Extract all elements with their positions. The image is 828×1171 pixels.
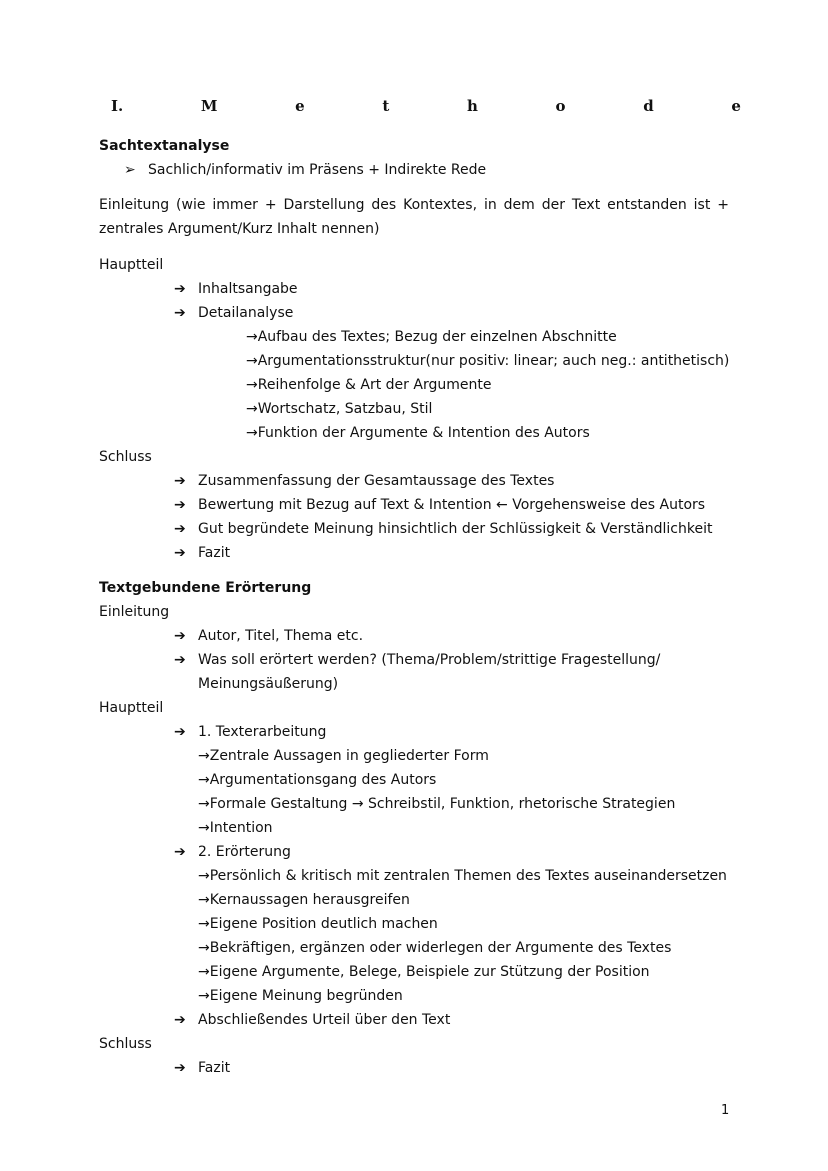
sub-item: →Wortschatz, Satzbau, Stil (246, 401, 433, 417)
section-heading-eroerterung: Textgebundene Erörterung (99, 580, 312, 596)
list-item-continuation: Meinungsäußerung) (198, 676, 339, 692)
list-item: Autor, Titel, Thema etc. (198, 628, 364, 644)
label-schluss: Schluss (99, 449, 152, 465)
sub-item: →Reihenfolge & Art der Argumente (246, 377, 492, 393)
title-letter: e (295, 97, 305, 115)
page-title (111, 96, 741, 116)
arrow-icon: ➔ (174, 724, 186, 740)
sub-item: →Eigene Position deutlich machen (198, 916, 438, 932)
list-item: 1. Texterarbeitung (198, 724, 327, 740)
list-item: Bewertung mit Bezug auf Text & Intention ← Vorgehensweise des Autors (198, 497, 706, 513)
label-schluss: Schluss (99, 1036, 152, 1052)
sub-item: →Argumentationsstruktur(nur positiv: linear; auch neg.: antithetisch) (246, 353, 730, 369)
list-item: Inhaltsangabe (198, 281, 298, 297)
sub-item: →Zentrale Aussagen in gegliederter Form (198, 748, 489, 764)
arrow-icon: ➔ (174, 1060, 186, 1076)
title-letter: e (731, 97, 741, 115)
arrow-icon: ➔ (174, 1012, 186, 1028)
title-letter: I. (111, 97, 124, 115)
sub-item: →Persönlich & kritisch mit zentralen Themen des Textes auseinandersetzen (198, 868, 727, 884)
arrow-icon: ➔ (174, 497, 186, 513)
title-letter: h (466, 97, 478, 115)
sub-item: →Argumentationsgang des Autors (198, 772, 437, 788)
arrow-icon: ➔ (174, 628, 186, 644)
title-letter: M (200, 97, 218, 115)
list-item: Fazit (198, 1060, 231, 1076)
list-item: Was soll erörtert werden? (Thema/Problem/strittige Fragestellung/ (198, 652, 661, 668)
intro-paragraph: Einleitung (wie immer + Darstellung des Kontextes, in dem der Text entstanden ist + zentrales Argument/Kurz Inhalt nennen) (99, 197, 729, 237)
list-item: Fazit (198, 545, 231, 561)
arrow-icon: ➔ (174, 305, 186, 321)
arrow-icon: ➔ (174, 844, 186, 860)
title-letter: t (382, 97, 390, 115)
list-item: Gut begründete Meinung hinsichtlich der Schlüssigkeit & Verständlichkeit (198, 521, 713, 537)
sub-item: →Bekräftigen, ergänzen oder widerlegen der Argumente des Textes (198, 940, 672, 956)
arrow-icon: ➔ (174, 473, 186, 489)
label-hauptteil: Hauptteil (99, 700, 164, 716)
bullet-text: Sachlich/informativ im Präsens + Indirekte Rede (148, 162, 487, 178)
sub-item: →Aufbau des Textes; Bezug der einzelnen Abschnitte (246, 329, 617, 345)
sub-item: →Formale Gestaltung → Schreibstil, Funktion, rhetorische Strategien (198, 796, 676, 812)
sub-item: →Kernaussagen herausgreifen (198, 892, 410, 908)
sub-item: →Intention (198, 820, 273, 836)
list-item: Zusammenfassung der Gesamtaussage des Textes (198, 473, 555, 489)
bullet-marker: ➢ (124, 162, 136, 178)
list-item: Abschließendes Urteil über den Text (198, 1012, 451, 1028)
list-item: Detailanalyse (198, 305, 294, 321)
sub-item: →Funktion der Argumente & Intention des Autors (246, 425, 590, 441)
section-heading-sachtextanalyse: Sachtextanalyse (99, 138, 230, 154)
label-hauptteil: Hauptteil (99, 257, 164, 273)
title-letter: d (643, 97, 654, 115)
arrow-icon: ➔ (174, 545, 186, 561)
sub-item: →Eigene Argumente, Belege, Beispiele zur Stützung der Position (198, 964, 650, 980)
page-number: 1 (721, 1103, 730, 1118)
label-einleitung: Einleitung (99, 604, 170, 620)
arrow-icon: ➔ (174, 281, 186, 297)
arrow-icon: ➔ (174, 521, 186, 537)
list-item: 2. Erörterung (198, 844, 291, 860)
title-letter: o (555, 97, 566, 115)
arrow-icon: ➔ (174, 652, 186, 668)
sub-item: →Eigene Meinung begründen (198, 988, 403, 1004)
